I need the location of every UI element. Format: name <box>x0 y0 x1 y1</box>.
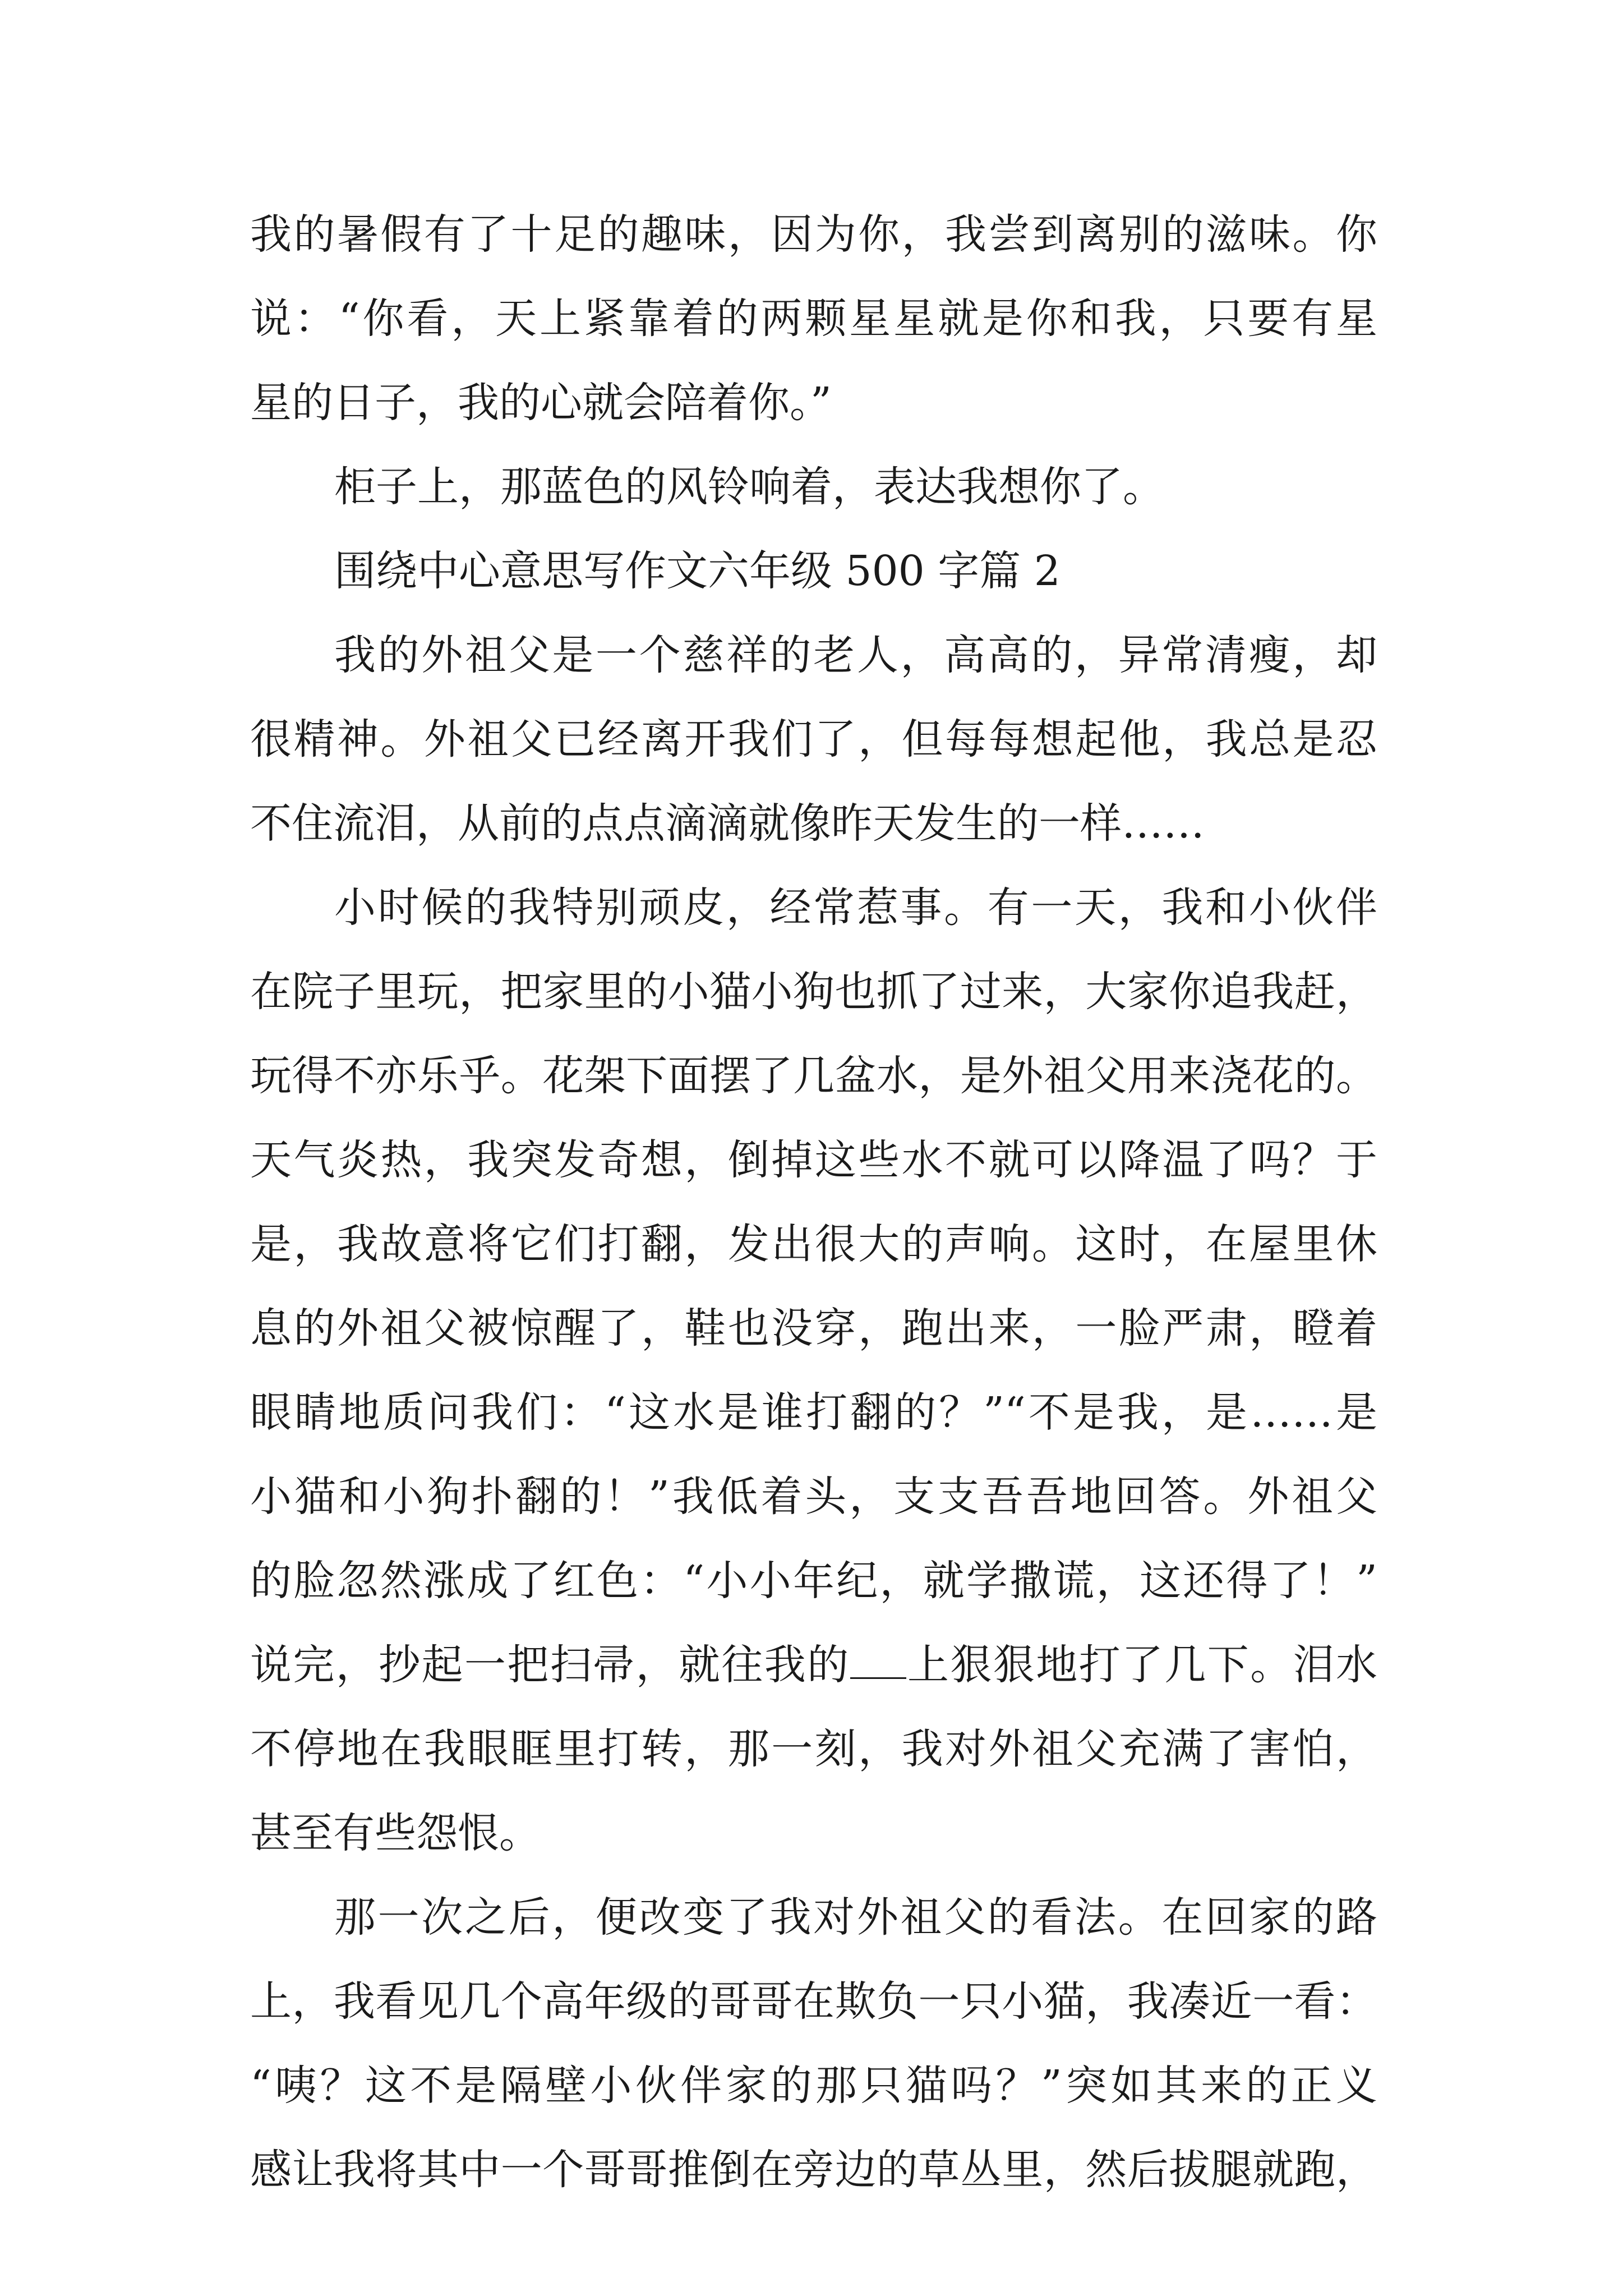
text-line: 小时候的我特别顽皮，经常惹事。有一天，我和小伙伴 <box>334 884 1377 932</box>
text-segment: 上狠狠地打了几下。泪水 <box>906 1641 1377 1689</box>
text-line: 玩得不亦乐乎。花架下面摆了几盆水，是外祖父用来浇花的。 <box>250 1052 1377 1100</box>
text-line: 我的外祖父是一个慈祥的老人，高高的，异常清瘦，却 <box>334 631 1377 679</box>
text-segment: 说完，抄起一把扫帚，就往我的 <box>250 1641 850 1689</box>
text-line: “咦？这不是隔壁小伙伴家的那只猫吗？”突如其来的正义 <box>250 2062 1377 2110</box>
text-line: 星的日子，我的心就会陪着你。” <box>250 379 832 427</box>
text-line: 不停地在我眼眶里打转，那一刻，我对外祖父充满了害怕， <box>250 1725 1377 1773</box>
section-heading: 围绕中心意思写作文六年级 500 字篇 2 <box>334 547 1061 595</box>
text-line: 柜子上，那蓝色的风铃响着，表达我想你了。 <box>334 463 1164 511</box>
text-line: 不住流泪，从前的点点滴滴就像昨天发生的一样…… <box>250 799 1205 848</box>
fill-in-blank <box>850 1644 906 1679</box>
text-line: 甚至有些怨恨。 <box>250 1809 541 1857</box>
text-line: 我的暑假有了十足的趣味，因为你，我尝到离别的滋味。你 <box>250 210 1377 259</box>
text-line: 在院子里玩，把家里的小猫小狗也抓了过来，大家你追我赶， <box>250 968 1377 1016</box>
text-line: 眼睛地质问我们：“这水是谁打翻的？”“不是我，是……是 <box>250 1388 1377 1437</box>
text-line: 说：“你看，天上紧靠着的两颗星星就是你和我，只要有星 <box>250 295 1377 343</box>
text-line: 那一次之后，便改变了我对外祖父的看法。在回家的路 <box>334 1893 1377 1941</box>
text-line: 感让我将其中一个哥哥推倒在旁边的草丛里，然后拔腿就跑， <box>250 2146 1377 2194</box>
text-line-with-blank <box>250 1623 1377 1707</box>
text-line: 上，我看见几个高年级的哥哥在欺负一只小猫，我凑近一看： <box>250 1977 1377 2026</box>
text-line: 息的外祖父被惊醒了，鞋也没穿，跑出来，一脸严肃，瞪着 <box>250 1304 1377 1352</box>
text-line: 是，我故意将它们打翻，发出很大的声响。这时，在屋里休 <box>250 1220 1377 1268</box>
text-line: 小猫和小狗扑翻的！”我低着头，支支吾吾地回答。外祖父 <box>250 1473 1377 1521</box>
text-line: 的脸忽然涨成了红色：“小小年纪，就学撒谎，这还得了！” <box>250 1557 1377 1605</box>
text-line: 天气炎热，我突发奇想，倒掉这些水不就可以降温了吗？于 <box>250 1136 1377 1184</box>
text-line: 很精神。外祖父已经离开我们了，但每每想起他，我总是忍 <box>250 715 1377 763</box>
